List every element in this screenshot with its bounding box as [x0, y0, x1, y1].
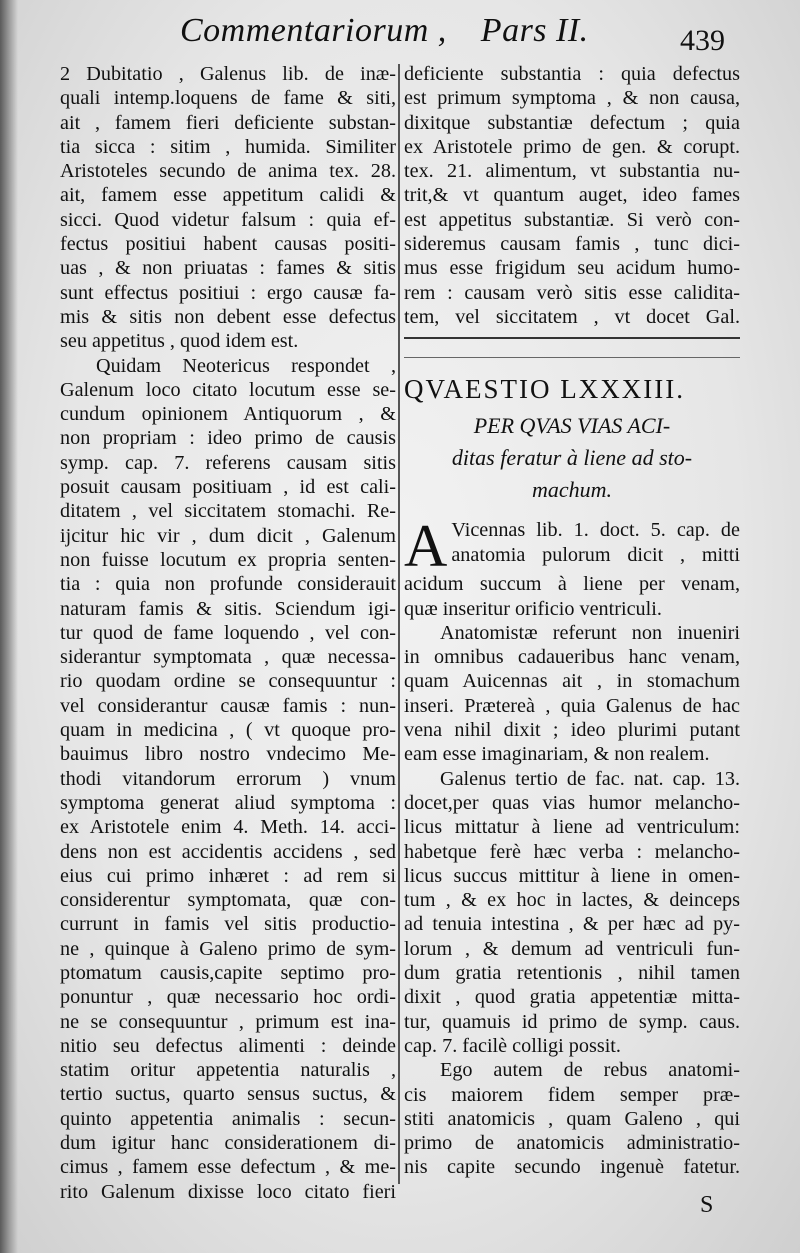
text-line: tex. 21. alimentum, vt substantia nu- — [404, 160, 740, 183]
right-column — [404, 62, 740, 1180]
text-line: Vicennas lib. 1. doct. 5. cap. de — [451, 519, 740, 542]
text-line: dens non est accidentis accidens , sed — [60, 840, 396, 863]
text-line: quali intemp.loquens de fame & siti, — [60, 87, 396, 110]
text-line: fectus positiui habent causas positi- — [60, 233, 396, 256]
text-line: mus esse frigidum seu acidum humo- — [404, 257, 740, 280]
text-line: stiti anatomicis , quam Galeno , qui — [404, 1107, 740, 1130]
text-line: cundum opinionem Antiquorum , & — [60, 403, 396, 426]
text-line: ex Aristotele primo de gen. & corupt. — [404, 135, 740, 158]
text-line: dixit , quod gratia appetentiæ mitta- — [404, 986, 740, 1009]
question-subtitle-line: ditas feratur à liene ad sto- — [451, 445, 693, 471]
text-line: ponuntur , quæ necessario hoc ordi- — [60, 986, 396, 1009]
text-line: quam Auicennas ait , in stomachum — [404, 670, 740, 693]
text-line: primo de anatomicis administratio- — [404, 1132, 740, 1155]
text-line: dixitque substantiæ defectum ; quia — [404, 111, 740, 134]
text-line: tum , & ex hoc in lactes, & deinceps — [404, 889, 740, 912]
text-line: cimus , famem esse defectum , & me- — [60, 1156, 396, 1179]
question-subtitle-line: machum. — [531, 477, 613, 503]
running-head — [180, 12, 589, 50]
text-line: naturam famis & sitis. Sciendum igi- — [60, 597, 396, 620]
text-line: ptomatum causis,capite septimo pro- — [60, 961, 396, 984]
text-line: Galenus tertio de fac. nat. cap. 13. — [440, 767, 740, 790]
text-line: sicci. Quod videtur falsum : quia ef- — [60, 208, 396, 231]
question-subtitle-line: PER QVAS VIAS ACI- — [473, 413, 671, 439]
text-line: licus mittatur à liene ad ventriculum: — [404, 816, 740, 839]
text-line: ex Aristotele enim 4. Meth. 14. acci- — [60, 816, 396, 839]
text-line: ne , quinque à Galeno primo de sym- — [60, 937, 396, 960]
text-line: rito Galenum dixisse loco citato fieri — [60, 1180, 396, 1203]
text-line: licus succus mittitur à liene in omen- — [404, 864, 740, 887]
text-line: siderantur symptomata , quæ necessa- — [60, 646, 396, 669]
text-line: symp. cap. 7. referens causam sitis — [60, 451, 396, 474]
question-subtitle — [404, 410, 740, 506]
binding-shadow — [0, 0, 18, 1253]
text-line: tia sicca : sitim , humida. Similiter — [60, 135, 396, 158]
text-line: ait , famem fieri deficiente substan- — [60, 111, 396, 134]
text-line: currunt in famis vel sitis productio- — [60, 913, 396, 936]
text-line: symptoma generat aliud symptoma : — [60, 791, 396, 814]
text-line: Anatomistæ referunt non inueniri — [440, 621, 740, 644]
text-line: tem, vel siccitatem , vt docet Gal. — [404, 305, 740, 328]
text-line: habetque ferè hæc verba : melancho- — [404, 840, 740, 863]
question-body-lines — [404, 572, 740, 1179]
text-line: vel considerantur causæ famis : nun- — [60, 694, 396, 717]
text-line: non propriam : ideo primo de causis — [60, 427, 396, 450]
text-line: deficiente substantia : quia defectus — [404, 63, 740, 85]
page-number: 439 — [680, 24, 725, 57]
text-line: inseri. Prætereà , quia Galenus de hac — [404, 694, 740, 717]
question-title: QVAESTIO LXXXIII. — [404, 374, 685, 405]
text-line: quinto appetentia animalis : secun- — [60, 1107, 396, 1130]
text-line: eam esse imaginariam, & non realem. — [404, 743, 710, 766]
text-line: docet,per quas vias humor melancho- — [404, 791, 740, 814]
running-head-title: Commentariorum , — [180, 12, 447, 49]
text-line: dum gratia retentionis , nihil tamen — [404, 962, 740, 985]
text-line: ijcitur hic vir , dum dicit , Galenum — [60, 524, 396, 547]
text-line: seu appetitus , quod idem est. — [60, 330, 299, 353]
column-rule — [398, 64, 400, 1184]
text-line: eius cui primo inhæret : ad rem si — [60, 864, 396, 887]
text-line: quæ inseritur orificio ventriculi. — [404, 597, 662, 620]
text-line: tur quod de fame loquendo , vel con- — [60, 621, 396, 644]
running-head-part: Pars II. — [480, 12, 589, 49]
text-line: tur, quamuis id primo de symp. caus. — [404, 1010, 740, 1033]
question-body — [404, 513, 740, 1179]
text-line: bauimus libro nostro vndecimo Me- — [60, 743, 396, 766]
section-ornament-rule — [404, 337, 740, 358]
text-line: uas , & non priuatas : fames & sitis — [60, 257, 396, 280]
text-line: posuit causam positiuam , id est cali- — [60, 476, 396, 499]
text-line: anatomia pulorum dicit , mitti — [451, 543, 740, 566]
text-line: Quidam Neotericus respondet , — [96, 354, 396, 377]
signature-mark: S — [700, 1192, 714, 1218]
text-line: dum igitur hanc considerationem di- — [60, 1132, 396, 1155]
text-line: rio quodam ordine se consequuntur : — [60, 670, 396, 693]
text-line: cis maiorem fidem semper præ- — [404, 1083, 740, 1106]
text-line: sunt effectus positiui : ergo causæ fa- — [60, 281, 396, 304]
text-line: Ego autem de rebus anatomi- — [440, 1059, 740, 1082]
text-line: nis capite secundo ingenuè fatetur. — [404, 1156, 740, 1179]
text-line: Galenum loco citato locutum esse se- — [60, 378, 396, 401]
text-line: in omnibus cadaueribus hanc venam, — [404, 646, 740, 669]
text-line: lorum , & demum ad ventriculi fun- — [404, 937, 740, 960]
text-line: cap. 7. facilè colligi possit. — [404, 1034, 621, 1057]
text-line: est primum symptoma , & non causa, — [404, 87, 740, 110]
text-line: considerentur symptomata, quæ con- — [60, 889, 396, 912]
text-line: nitio seu defectus alimenti : deinde — [60, 1034, 396, 1057]
drop-cap-lines — [404, 518, 740, 567]
text-line: statim oritur appetentia naturalis , — [60, 1059, 396, 1082]
text-line: tia : quia non profunde considerauit — [60, 573, 396, 596]
text-line: acidum succum à liene per venam, — [404, 573, 740, 596]
text-line: 2 Dubitatio , Galenus lib. de inæ- — [60, 63, 396, 85]
text-line: mis & sitis non debent esse defectus — [60, 305, 396, 328]
text-line: est appetitus substantiæ. Si verò con- — [404, 208, 740, 231]
text-line: Aristoteles secundo de anima tex. 28. — [60, 160, 396, 183]
text-line: ad tenuia intestina , & per hæc ad py- — [404, 913, 740, 936]
text-line: ait, famem esse appetitum calidi & — [60, 184, 396, 207]
text-line: vena nihil dixit ; ideo plurimi putant — [404, 719, 740, 742]
text-line: ne se consequuntur , primum est ina- — [60, 1010, 396, 1033]
text-line: tertio suctus, quarto sensus suctus, & — [60, 1083, 396, 1106]
text-line: thodi vitandorum errorum ) vnum — [60, 767, 396, 790]
text-line: sideremus causam famis , tunc dici- — [404, 233, 740, 256]
text-line: ditatem , vel siccitatem stomachi. Re- — [60, 500, 396, 523]
text-line: quam in medicina , ( vt quoque pro- — [60, 719, 396, 742]
right-column-top-text — [404, 62, 740, 329]
text-line: trit,& vt quantum auget, ideo fames — [404, 184, 740, 207]
text-line: non fuisse locutum ex propria senten- — [60, 548, 396, 571]
drop-cap: A — [404, 513, 448, 580]
text-line: rem : causam verò sitis esse calidita- — [404, 281, 740, 304]
left-column — [60, 62, 396, 1204]
